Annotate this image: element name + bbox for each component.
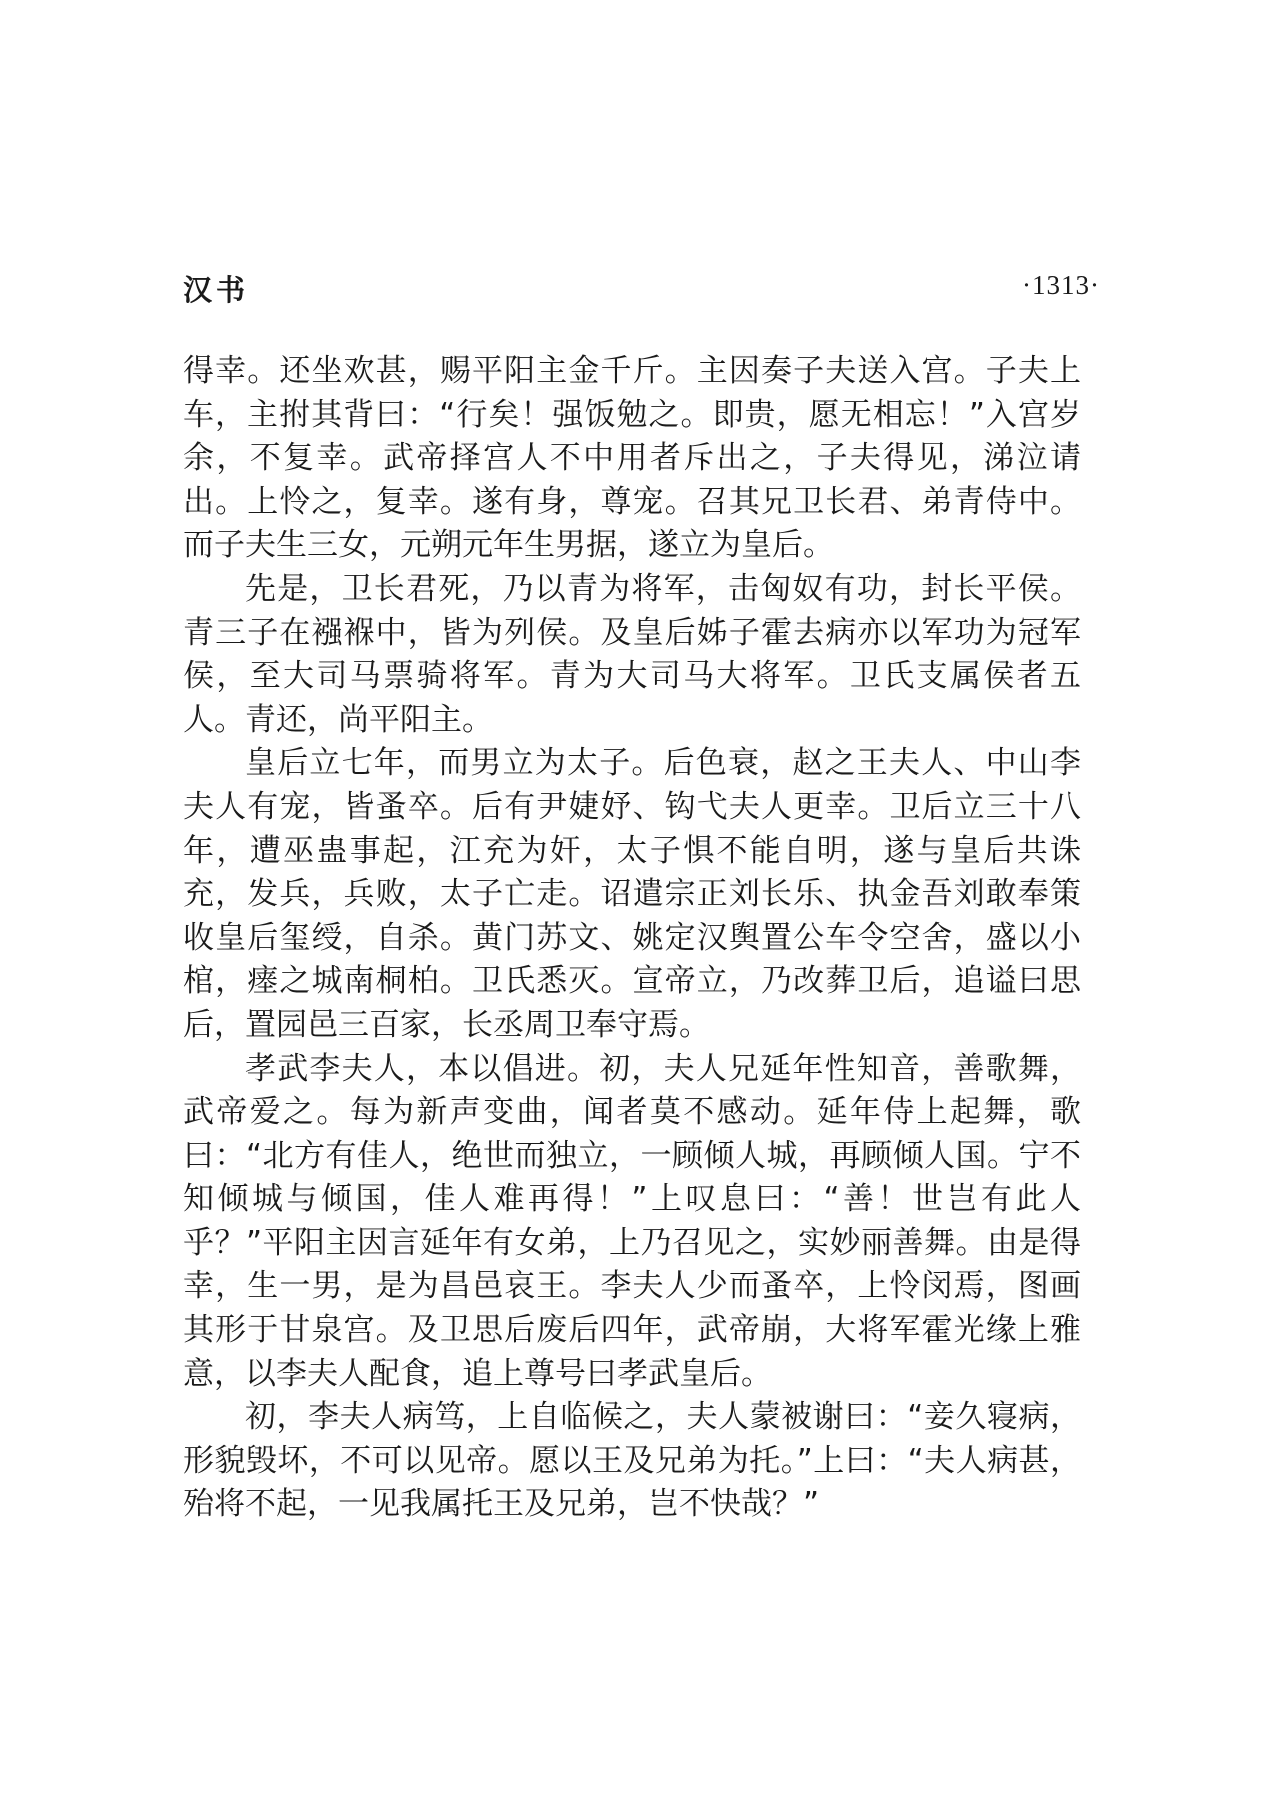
paragraph: 皇后立七年，而男立为太子。后色衰，赵之王夫人、中山李夫人有宠，皆蚤卒。后有尹婕妤、钩弋夫人更幸。卫后立三十八年，遭巫蛊事起，江充为奸，太子惧不能自明，遂与皇后共诛充，发兵，兵败，太子亡走。诏遣宗正刘长乐、执金吾刘敢奉策收皇后玺绶，自杀。黄门苏文、姚定汉舆置公车令空舍，盛以小棺，瘗之城南桐柏。卫氏悉灭。宣帝立，乃改葬卫后，追谥曰思后，置园邑三百家，长丞周卫奉守焉。 bbox=[183, 745, 1081, 1043]
page-number: ·1313· bbox=[1022, 270, 1100, 300]
paragraph: 孝武李夫人，本以倡进。初，夫人兄延年性知音，善歌舞，武帝爱之。每为新声变曲，闻者莫不感动。延年侍上起舞，歌曰：“北方有佳人，绝世而独立，一顾倾人城，再顾倾人国。宁不知倾城与倾国，佳人难再得！”上叹息曰：“善！世岂有此人乎？”平阳主因言延年有女弟，上乃召见之，实妙丽善舞。由是得幸，生一男，是为昌邑哀王。李夫人少而蚤卒，上怜闵焉，图画其形于甘泉宫。及卫思后废后四年，武帝崩，大将军霍光缘上雅意，以李夫人配食，追上尊号曰孝武皇后。 bbox=[183, 1050, 1081, 1392]
paragraph: 初，李夫人病笃，上自临候之，夫人蒙被谢曰：“妾久寝病，形貌毁坏，不可以见帝。愿以王及兄弟为托。”上曰：“夫人病甚，殆将不起，一见我属托王及兄弟，岂不快哉？” bbox=[183, 1399, 1081, 1523]
page-header bbox=[183, 268, 1100, 308]
book-title: 汉书 bbox=[183, 273, 250, 307]
paragraph: 先是，卫长君死，乃以青为将军，击匈奴有功，封长平侯。青三子在襁褓中，皆为列侯。及皇后姊子霍去病亦以军功为冠军侯，至大司马票骑将军。青为大司马大将军。卫氏支属侯者五人。青还，尚平阳主。 bbox=[183, 570, 1081, 738]
paragraph-continued: 得幸。还坐欢甚，赐平阳主金千斤。主因奏子夫送入宫。子夫上车，主拊其背曰：“行矣！强饭勉之。即贵，愿无相忘！”入宫岁余，不复幸。武帝择宫人不中用者斥出之，子夫得见，涕泣请出。上怜之，复幸。遂有身，尊宠。召其兄卫长君、弟青侍中。而子夫生三女，元朔元年生男据，遂立为皇后。 bbox=[183, 353, 1081, 564]
body-text bbox=[183, 350, 1081, 1527]
